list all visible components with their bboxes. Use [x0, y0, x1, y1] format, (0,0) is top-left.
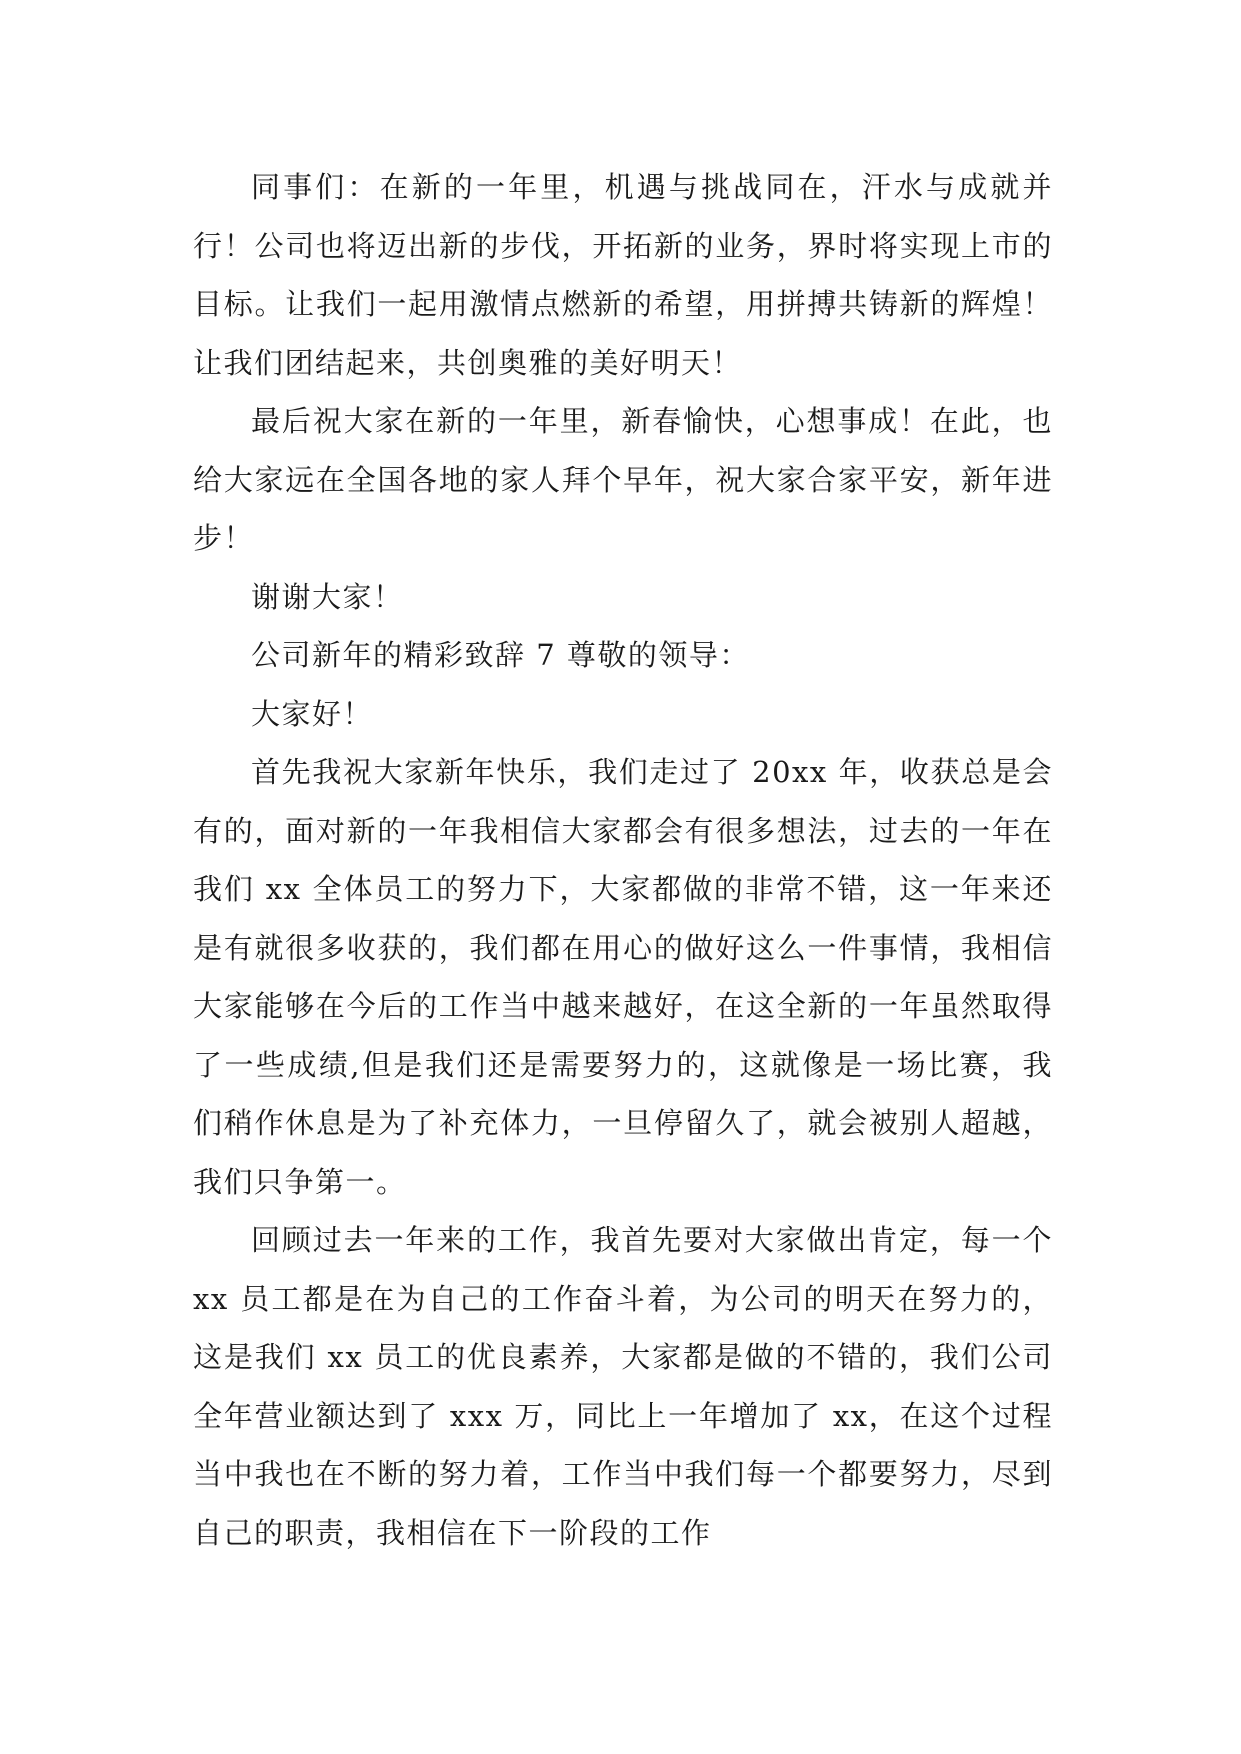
paragraph-new-year-opening: 首先我祝大家新年快乐，我们走过了 20xx 年，收获总是会有的，面对新的一年我相信大家都会有很多想法，过去的一年在我们 xx 全体员工的努力下，大家都做的非常不错，这一年来还是有就很多收获的，我们都在用心的做好这么一件事情，我相信大家能够在今后的工作当中越来越好，在这全新的一年虽然取得了一些成绩,但是我们还是需要努力的，这就像是一场比赛，我们稍作休息是为了补充体力，一旦停留久了，就会被别人超越，我们只争第一。 [193, 755, 1053, 1199]
paragraph-year-review: 回顾过去一年来的工作，我首先要对大家做出肯定，每一个 xx 员工都是在为自己的工作奋斗着，为公司的明天在努力的，这是我们 xx 员工的优良素养，大家都是做的不错的，我们公司全年营业额达到了 xxx 万，同比上一年增加了 xx，在这个过程当中我也在不断的努力着，工作当中我们每一个都要努力，尽到自己的职责，我相信在下一阶段的工作 [193, 1223, 1053, 1550]
paragraph-thanks: 谢谢大家！ [251, 579, 404, 614]
document-body [193, 158, 1053, 1562]
paragraph-speech-title-salutation: 公司新年的精彩致辞 7 尊敬的领导： [251, 638, 750, 672]
paragraph-greeting: 大家好！ [251, 696, 374, 731]
paragraph-colleagues-new-year: 同事们：在新的一年里，机遇与挑战同在，汗水与成就并行！公司也将迈出新的步伐，开拓新的业务，界时将实现上市的目标。让我们一起用激情点燃新的希望，用拼搏共铸新的辉煌！让我们团结起来，共创奥雅的美好明天！ [193, 170, 1053, 380]
paragraph-final-wishes: 最后祝大家在新的一年里，新春愉快，心想事成！在此，也给大家远在全国各地的家人拜个早年，祝大家合家平安，新年进步！ [193, 404, 1053, 555]
